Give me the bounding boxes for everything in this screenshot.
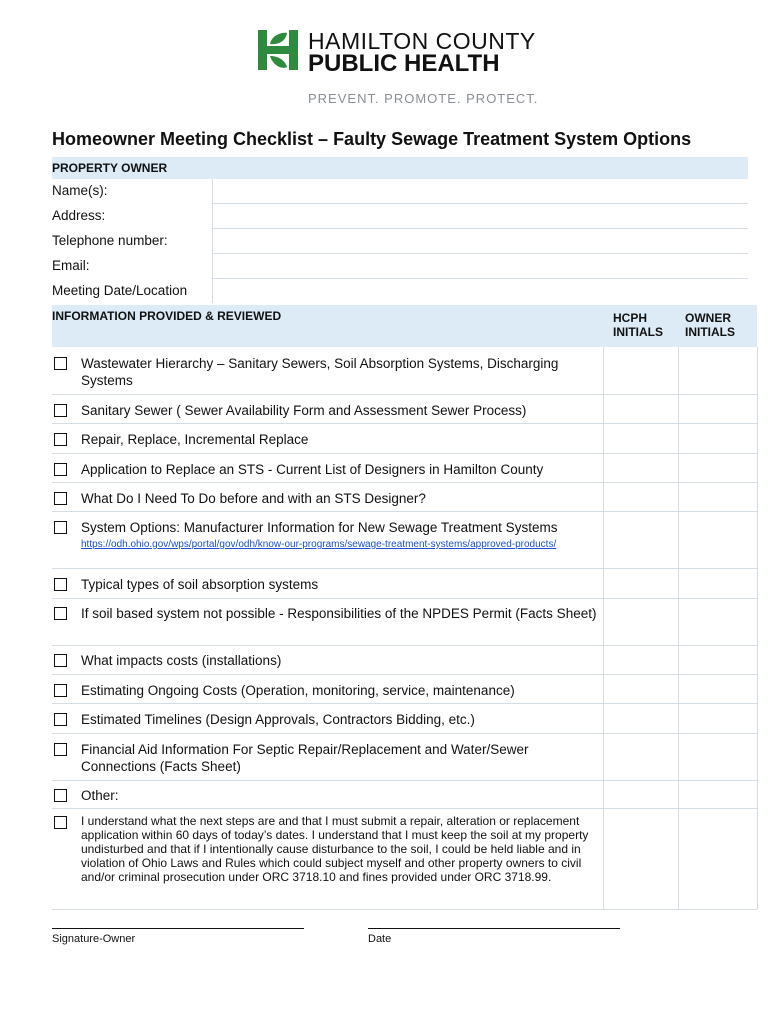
org-name-line2: PUBLIC HEALTH (308, 50, 500, 77)
checkbox[interactable] (54, 607, 67, 620)
owner-field-address (52, 204, 748, 229)
grid-line (52, 909, 757, 910)
checkbox[interactable] (54, 816, 67, 829)
signature-owner-label: Signature-Owner (52, 933, 136, 945)
approved-products-link[interactable]: https://odh.ohio.gov/wps/portal/gov/odh/know-our-programs/sewage-treatment-systems/approved-products/ (81, 539, 557, 550)
property-owner-label: PROPERTY OWNER (52, 161, 168, 175)
acknowledgement-text: I understand what the next steps are and that I must submit a repair, alteration or replacement application within 60 days of today’s dates. I understand that I must keep the soil at my property undisturbed and that if I intentionally cause disturbance to the soil, I could be held liable and in violation of Ohio Laws and Rules which could subject myself and other property owners to civil and/or criminal prosecution under ORC 3718.10 and fines provided under ORC 3718.99. (81, 814, 589, 884)
org-name-line1: HAMILTON COUNTY (308, 28, 536, 54)
item-text: What Do I Need To Do before and with an STS Designer? (81, 491, 426, 506)
grid-line (757, 347, 758, 909)
grid-line (52, 733, 757, 734)
grid-line (678, 347, 679, 909)
checkbox[interactable] (54, 654, 67, 667)
grid-line (52, 808, 757, 809)
info-section-label: INFORMATION PROVIDED & REVIEWED (52, 309, 282, 323)
owner-initials-header: OWNER INITIALS (685, 311, 735, 339)
item-text: Application to Replace an STS - Current List of Designers in Hamilton County (81, 462, 544, 477)
grid-line (52, 423, 757, 424)
date-line[interactable] (368, 928, 620, 929)
item-text: Financial Aid Information For Septic Repair/Replacement and Water/Sewer Connections (Facts Sheet) (81, 742, 529, 774)
item-text: Sanitary Sewer ( Sewer Availability Form and Assessment Sewer Process) (81, 403, 527, 418)
hcph-initials-header: HCPH INITIALS (613, 311, 663, 339)
owner-field-label: Name(s): (52, 183, 108, 198)
signature-date-block (368, 928, 620, 945)
grid-line (52, 645, 757, 646)
date-label: Date (368, 933, 392, 945)
property-owner-header (52, 157, 748, 179)
leaf-logo-icon (258, 30, 298, 70)
owner-field-meeting (52, 279, 748, 304)
grid-line (52, 780, 757, 781)
grid-line (52, 394, 757, 395)
item-text: System Options: Manufacturer Information for New Sewage Treatment Systems (81, 520, 558, 535)
owner-field-label: Address: (52, 208, 106, 223)
email-input-cell[interactable] (212, 254, 748, 279)
item-text: What impacts costs (installations) (81, 653, 282, 668)
names-input-cell[interactable] (212, 179, 748, 204)
owner-field-names (52, 179, 748, 204)
meeting-input-cell[interactable] (212, 279, 748, 303)
page-title: Homeowner Meeting Checklist – Faulty Sewage Treatment System Options (52, 129, 692, 149)
checkbox[interactable] (54, 492, 67, 505)
owner-field-email (52, 254, 748, 279)
item-text-block (81, 519, 601, 551)
checkbox[interactable] (54, 743, 67, 756)
checkbox[interactable] (54, 433, 67, 446)
org-logo (258, 28, 536, 78)
item-text: Estimating Ongoing Costs (Operation, monitoring, service, maintenance) (81, 683, 515, 698)
checkbox[interactable] (54, 789, 67, 802)
item-text: Typical types of soil absorption systems (81, 577, 319, 592)
item-text: Estimated Timelines (Design Approvals, Contractors Bidding, etc.) (81, 712, 475, 727)
grid-line (52, 568, 757, 569)
item-text: If soil based system not possible - Responsibilities of the NPDES Permit (Facts Sheet) (81, 606, 597, 621)
grid-line (52, 511, 757, 512)
checkbox[interactable] (54, 463, 67, 476)
item-text: Wastewater Hierarchy – Sanitary Sewers, Soil Absorption Systems, Discharging Systems (81, 356, 559, 388)
grid-line (603, 347, 604, 909)
grid-line (52, 453, 757, 454)
grid-line (52, 482, 757, 483)
owner-field-telephone (52, 229, 748, 254)
tagline: PREVENT. PROMOTE. PROTECT. (308, 91, 539, 106)
item-text: Repair, Replace, Incremental Replace (81, 432, 309, 447)
checkbox[interactable] (54, 713, 67, 726)
checkbox[interactable] (54, 578, 67, 591)
owner-field-label: Telephone number: (52, 233, 168, 248)
address-input-cell[interactable] (212, 204, 748, 229)
telephone-input-cell[interactable] (212, 229, 748, 254)
checkbox[interactable] (54, 357, 67, 370)
checkbox[interactable] (54, 521, 67, 534)
owner-field-label: Meeting Date/Location (52, 283, 188, 298)
grid-line (52, 598, 757, 599)
grid-line (52, 674, 757, 675)
checkbox[interactable] (54, 684, 67, 697)
item-text: Other: (81, 788, 119, 803)
checkbox[interactable] (54, 404, 67, 417)
owner-field-label: Email: (52, 258, 90, 273)
signature-owner-block (52, 928, 304, 945)
grid-line (52, 703, 757, 704)
signature-line[interactable] (52, 928, 304, 929)
